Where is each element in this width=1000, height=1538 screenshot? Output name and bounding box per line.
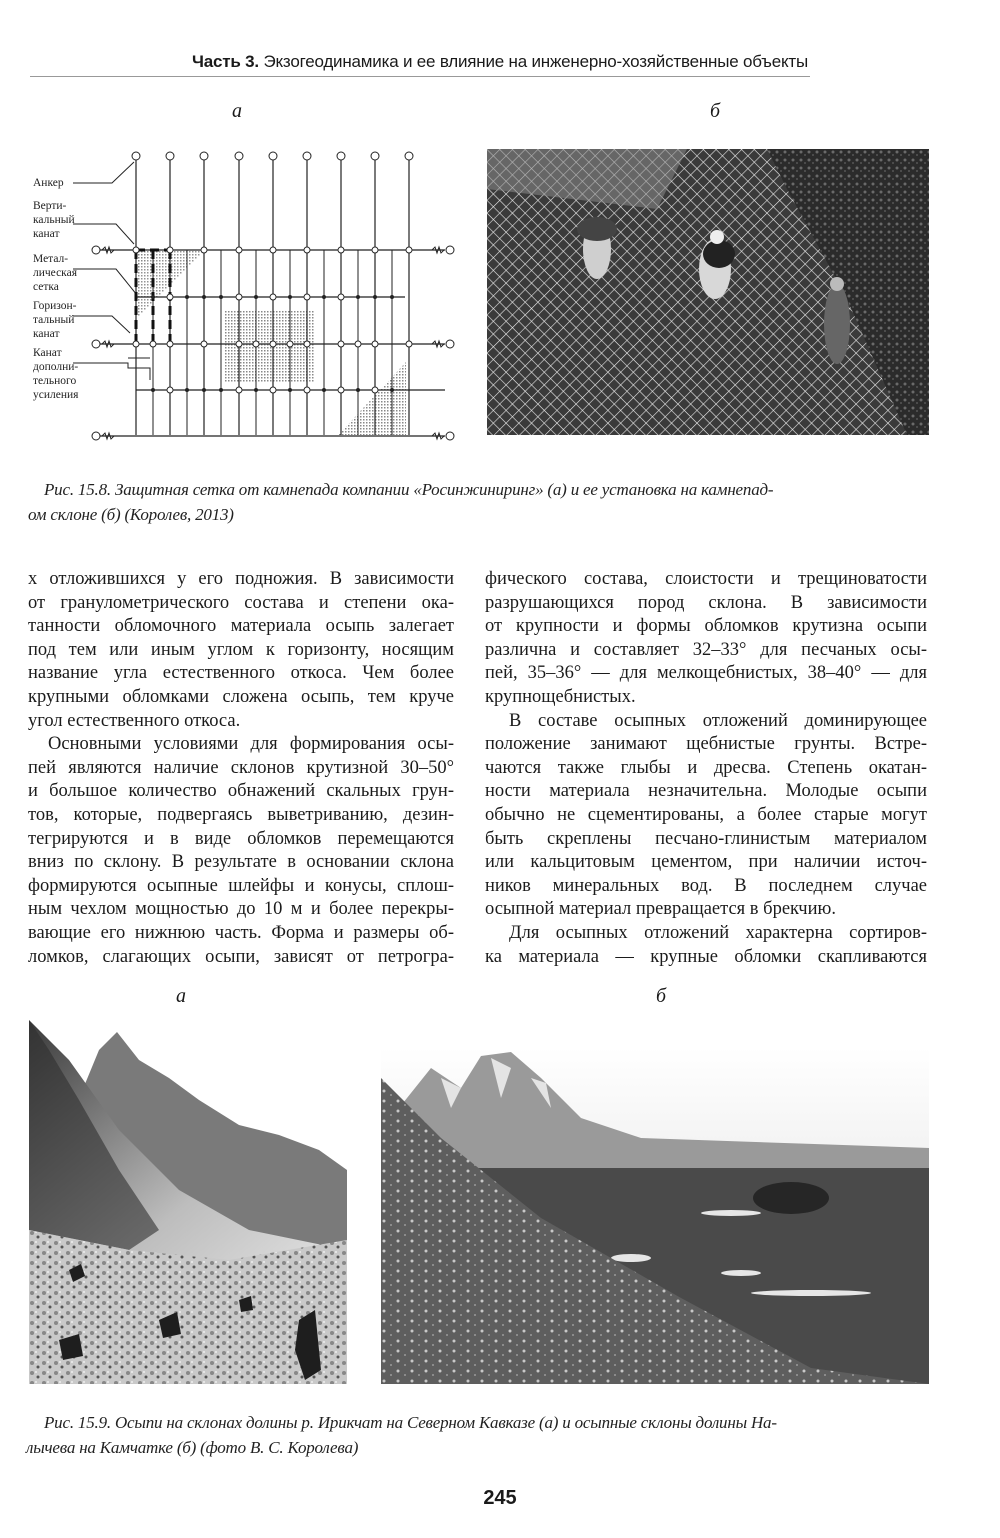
body-left-column xyxy=(28,568,454,969)
body-right-column xyxy=(485,568,927,969)
diagram-label-vertical-cable: Верти- кальный канат xyxy=(33,200,75,240)
paragraph: Для осыпных отложений характерна сортиров- ка материала — крупные обломки скапливаются xyxy=(485,922,927,967)
diagram-label-anchor: Анкер xyxy=(33,177,64,189)
fig-15-9-panel-b-label: б xyxy=(656,985,667,1007)
part-title: Экзогеодинамика и ее влияние на инженерно-хозяйственные объекты xyxy=(263,52,808,71)
rockfall-mesh-diagram xyxy=(0,140,470,450)
page-number: 245 xyxy=(483,1487,517,1509)
part-label: Часть 3. xyxy=(192,52,259,71)
fig-15-8-panel-b-label: б xyxy=(710,100,721,122)
fig-15-9-photo-a xyxy=(29,1020,347,1384)
paragraph: Основными условиями для формирования осы- пей являются наличие склонов крутизной 30–50° и большое количество обнажений скальных грун- тов, которые, подвергаясь выветриванию, дезин- тегрируются и в виде обломков перемещаются вниз по склону. В результате в основании склона формируются осыпные шлейфы и конусы, сплош- ным чехлом мощностью до 10 м и более перекры- вающие его нижнюю часть. Форма и размеры об- ломков, слагающих осыпи, зависят от петрогра- xyxy=(28,734,454,967)
paragraph: В составе осыпных отложений доминирующее положение занимают щебнистые грунты. Встре- чаются также глыбы и дресва. Степень окатан- ности материала незначительна. Молодые осыпи обычно не сцементированы, а более старые могут быть скреплены песчано-глинистым материалом или кальцитовым цементом, при наличии источ- ников минеральных вод. В последнем случае осыпной материал превращается в брекчию. xyxy=(485,710,927,920)
diagram-label-metal-mesh: Метал- лическая сетка xyxy=(33,253,77,293)
fig-15-8-caption: Рис. 15.8. Защитная сетка от камнепада компании «Росинжиниринг» (а) и ее установка на камнепад- ом склоне (б) (Королев, 2013) xyxy=(28,480,774,524)
fig-15-9-photo-b xyxy=(381,1048,929,1384)
header-rule xyxy=(30,76,810,77)
fig-15-9-panel-a-label: а xyxy=(176,985,186,1007)
running-header xyxy=(0,52,1000,72)
mesh-region-triangle-bottom xyxy=(338,362,406,435)
fig-15-9-caption: Рис. 15.9. Осыпи на склонах долины р. Ирикчат на Северном Кавказе (а) и осыпные склоны долины На- лычева на Камчатке (б) (фото В. С. Королева) xyxy=(26,1413,777,1457)
diagram-label-horizontal-cable: Горизон- тальный канат xyxy=(33,300,77,340)
paragraph: х отложившихся у его подножия. В зависимости от гранулометрического состава и степени ока- танности обломочного материала осыпь залегает под тем или иным углом к горизонту, носящим название угла естественного откоса. Чем более крупными обломками сложена осыпь, тем круче угол естественного откоса. xyxy=(28,569,454,731)
fig-15-8-photo-b xyxy=(487,149,929,435)
paragraph: фического состава, слоистости и трещиноватости разрушающихся пород склона. В зависимости от крупности и формы обломков крутизна осыпи различна и составляет 32–33° для песчаных осы- пей, 35–36° — для мелкощебнистых, 38–40° — для крупнощебнистых. xyxy=(485,569,927,707)
fig-15-8-panel-a-label: а xyxy=(232,100,242,122)
diagram-label-reinforcement-cable: Канат дополни- тельного усиления xyxy=(33,347,79,401)
